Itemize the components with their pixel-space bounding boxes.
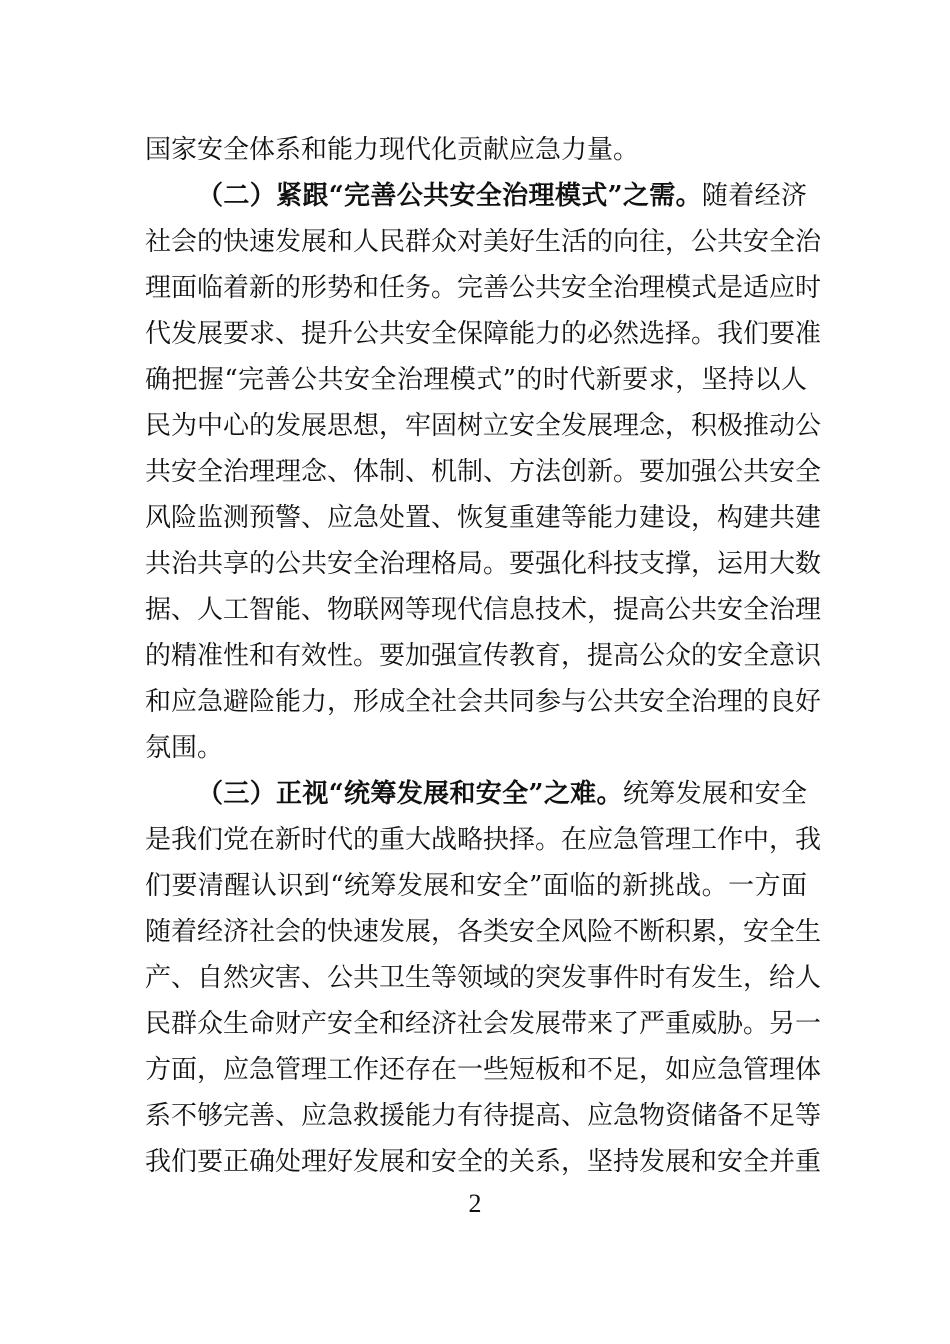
text-line: 系不够完善、应急救援能力有待提高、应急物资储备不足等 — [145, 1101, 822, 1131]
text-line: 民群众生命财产安全和经济社会发展带来了严重威胁。另一 — [145, 1009, 822, 1039]
section-heading-line — [197, 771, 807, 817]
section-heading: （二）紧跟“完善公共安全治理模式”之需。 — [197, 181, 702, 211]
text-line: 代发展要求、提升公共安全保障能力的必然选择。我们要准 — [145, 319, 822, 349]
text-line: 据、人工智能、物联网等现代信息技术，提高公共安全治理 — [145, 595, 822, 625]
text-line: 理面临着新的形势和任务。完善公共安全治理模式是适应时 — [145, 273, 822, 303]
text-line: 们要清醒认识到“统筹发展和安全”面临的新挑战。一方面 — [145, 871, 807, 901]
text-line: 随着经济社会的快速发展，各类安全风险不断积累，安全生 — [145, 917, 822, 947]
text-line: 是我们党在新时代的重大战略抉择。在应急管理工作中，我 — [145, 825, 822, 855]
text-line: 民为中心的发展思想，牢固树立安全发展理念，积极推动公 — [145, 411, 822, 441]
section-heading-line — [197, 173, 807, 219]
text-line: 产、自然灾害、公共卫生等领域的突发事件时有发生，给人 — [145, 963, 822, 993]
text-line: 氛围。 — [145, 733, 224, 763]
text-line: 共治共享的公共安全治理格局。要强化科技支撑，运用大数 — [145, 549, 822, 579]
page-number: 2 — [468, 1189, 482, 1218]
text-line: 和应急避险能力，形成全社会共同参与公共安全治理的良好 — [145, 687, 822, 717]
text-line: 确把握“完善公共安全治理模式”的时代新要求，坚持以人 — [145, 365, 807, 395]
text-line: 方面，应急管理工作还存在一些短板和不足，如应急管理体 — [145, 1055, 822, 1085]
text-line: 社会的快速发展和人民群众对美好生活的向往，公共安全治 — [145, 227, 822, 257]
text-line: 国家安全体系和能力现代化贡献应急力量。 — [145, 135, 640, 165]
section-heading: （三）正视“统筹发展和安全”之难。 — [197, 779, 623, 809]
text-span: 统筹发展和安全 — [622, 779, 807, 809]
text-line: 共安全治理理念、体制、机制、方法创新。要加强公共安全 — [145, 457, 822, 487]
text-line: 的精准性和有效性。要加强宣传教育，提高公众的安全意识 — [145, 641, 822, 671]
text-span: 随着经济 — [701, 181, 807, 211]
text-line: 风险监测预警、应急处置、恢复重建等能力建设，构建共建 — [145, 503, 822, 533]
text-line: 我们要正确处理好发展和安全的关系，坚持发展和安全并重 — [145, 1147, 822, 1177]
